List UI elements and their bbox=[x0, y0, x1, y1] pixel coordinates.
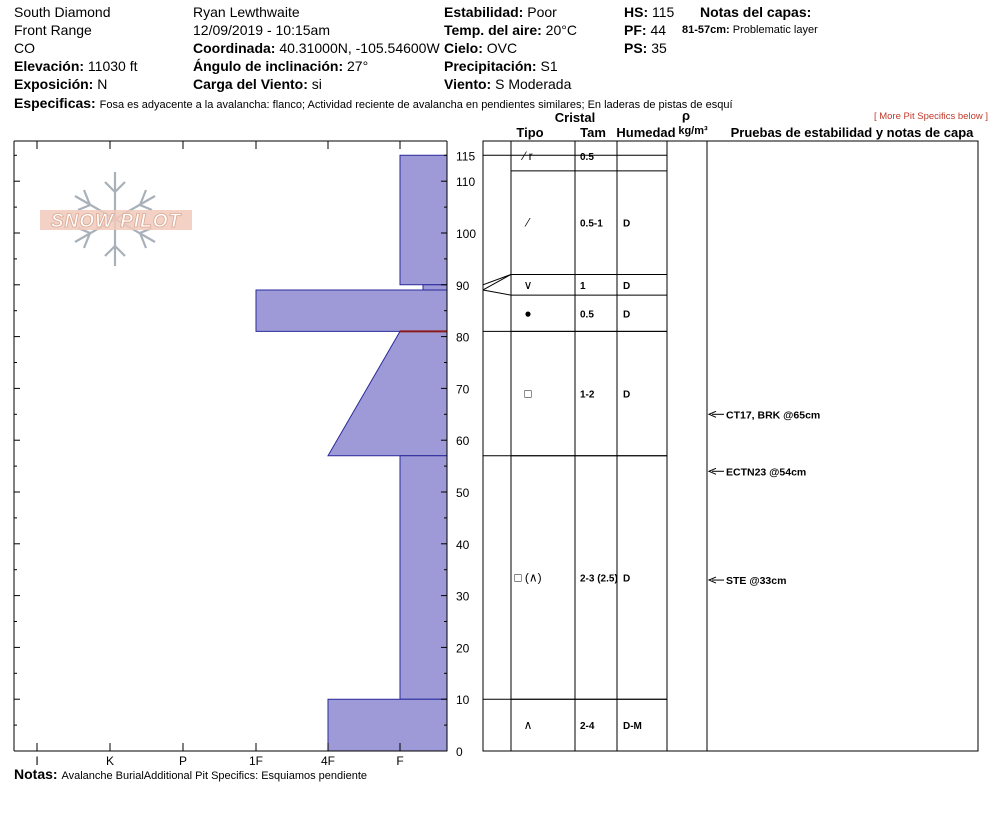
grain-size: 2-4 bbox=[580, 721, 595, 733]
notes-text: Avalanche BurialAdditional Pit Specifics: Esquiamos pendiente bbox=[61, 770, 367, 782]
depth-tick-label: 80 bbox=[456, 330, 470, 345]
slope-value: 27° bbox=[347, 58, 369, 74]
wind-label: Viento: bbox=[444, 76, 492, 92]
state: CO bbox=[14, 40, 35, 56]
mountain-range: Front Range bbox=[14, 22, 92, 38]
hardness-tick-label: 1F bbox=[248, 754, 264, 768]
coord-value: 40.31000N, -105.54600W bbox=[279, 40, 440, 56]
sky-label: Cielo: bbox=[444, 40, 483, 56]
elevation-value: 11030 ft bbox=[87, 58, 138, 74]
hardness-tick-label: K bbox=[105, 754, 115, 768]
layer-notes-title: Notas del capas: bbox=[700, 4, 812, 20]
depth-tick-label: 100 bbox=[456, 227, 477, 241]
connector-line bbox=[483, 274, 511, 290]
pf-label: PF: bbox=[624, 22, 647, 38]
depth-tick-label: 110 bbox=[456, 175, 476, 190]
layer-note-text: Problematic layer bbox=[732, 24, 818, 36]
grain-type: ⁄ r bbox=[523, 148, 533, 163]
slope-label: Ángulo de inclinación: bbox=[193, 58, 344, 74]
test-label: ECTN23 @54cm bbox=[726, 466, 807, 479]
grain-size: 0.5-1 bbox=[580, 218, 603, 230]
hs-label: HS: bbox=[624, 4, 649, 20]
depth-tick-label: 0 bbox=[456, 745, 463, 759]
wind-load-value: si bbox=[311, 76, 322, 92]
observer: Ryan Lewthwaite bbox=[193, 4, 300, 20]
pf-value: 44 bbox=[650, 22, 667, 38]
elevation-label: Elevación: bbox=[14, 58, 85, 74]
hardness-layer bbox=[400, 456, 447, 699]
sky-value: OVC bbox=[486, 40, 518, 56]
hardness-tick-label: P bbox=[178, 754, 188, 768]
depth-tick-label: 40 bbox=[456, 537, 470, 552]
hardness-profile bbox=[256, 155, 447, 751]
layer-note-range: 81-57cm: bbox=[682, 24, 730, 36]
grain-size: 0.5 bbox=[580, 309, 594, 321]
hardness-tick-label: I bbox=[35, 754, 39, 768]
moisture: D-M bbox=[623, 721, 642, 733]
header-humedad: Humedad bbox=[616, 125, 676, 140]
more-specifics-link[interactable]: [ More Pit Specifics below ] bbox=[873, 111, 988, 122]
precip-value: S1 bbox=[540, 58, 558, 74]
test-label: CT17, BRK @65cm bbox=[726, 409, 821, 422]
connector-line bbox=[483, 274, 511, 284]
header-density-unit: kg/m³ bbox=[678, 125, 708, 137]
depth-tick-label: 10 bbox=[456, 693, 470, 708]
test-label: STE @33cm bbox=[726, 575, 787, 588]
location: South Diamond bbox=[14, 4, 111, 20]
depth-tick-label: 115 bbox=[456, 149, 476, 164]
header-cristal: Cristal bbox=[554, 110, 596, 125]
stability-tests bbox=[709, 409, 820, 587]
grain-type: ⁄ bbox=[526, 215, 530, 230]
wind-load-label: Carga del Viento: bbox=[193, 76, 308, 92]
wind-value: S Moderada bbox=[495, 76, 572, 92]
grain-type: ∧ bbox=[523, 718, 533, 733]
depth-tick-label: 50 bbox=[456, 486, 470, 500]
datetime: 12/09/2019 - 10:15am bbox=[193, 22, 330, 38]
logo-text: SNOW PILOT bbox=[50, 211, 182, 232]
moisture: D bbox=[623, 280, 631, 292]
ps-value: 35 bbox=[651, 40, 667, 56]
hardness-layer bbox=[328, 331, 447, 455]
grain-size: 1-2 bbox=[580, 389, 595, 401]
moisture: D bbox=[623, 218, 631, 230]
grain-type: ● bbox=[524, 306, 532, 321]
layer-table bbox=[483, 141, 978, 751]
air-temp-label: Temp. del aire: bbox=[444, 22, 542, 38]
specifics-text: Fosa es adyacente a la avalancha: flanco; Actividad reciente de avalancha en pendientes similares; En laderas de pistas de esquí bbox=[99, 99, 733, 111]
stability-label: Estabilidad: bbox=[444, 4, 524, 20]
header-tam: Tam bbox=[580, 125, 606, 140]
table-border bbox=[483, 141, 978, 751]
grain-size: 1 bbox=[580, 280, 586, 292]
depth-tick-label: 60 bbox=[456, 434, 470, 449]
aspect-value: N bbox=[97, 76, 108, 92]
hardness-layer bbox=[328, 699, 447, 751]
specifics-label: Especificas: bbox=[14, 95, 96, 111]
coord-label: Coordinada: bbox=[193, 40, 276, 56]
precip-label: Precipitación: bbox=[444, 58, 537, 74]
moisture: D bbox=[623, 389, 631, 401]
header-tipo: Tipo bbox=[516, 125, 544, 140]
hardness-layer bbox=[400, 155, 447, 284]
header-rho: ρ bbox=[681, 108, 691, 123]
snowpilot-logo bbox=[40, 172, 192, 266]
hardness-tick-label: 4F bbox=[320, 754, 336, 768]
grain-size: 2-3 (2.5) bbox=[580, 573, 618, 585]
stability-value: Poor bbox=[527, 4, 557, 20]
hs-value: 115 bbox=[652, 4, 675, 20]
grain-type: ∨ bbox=[523, 277, 533, 292]
air-temp-value: 20°C bbox=[545, 22, 577, 38]
ps-label: PS: bbox=[624, 40, 648, 56]
header-tests: Pruebas de estabilidad y notas de capa bbox=[730, 125, 974, 140]
hardness-layer bbox=[423, 285, 447, 290]
hardness-tick-label: F bbox=[396, 754, 404, 768]
hardness-layer bbox=[256, 290, 447, 331]
aspect-label: Exposición: bbox=[14, 76, 94, 92]
moisture: D bbox=[623, 573, 631, 585]
depth-tick-label: 20 bbox=[456, 641, 470, 656]
connector-line bbox=[483, 290, 511, 295]
grain-size: 0.5 bbox=[580, 151, 594, 163]
notes-label: Notas: bbox=[14, 766, 58, 782]
grain-type: □ (∧) bbox=[514, 570, 542, 585]
depth-tick-label: 90 bbox=[456, 278, 470, 293]
depth-tick-label: 30 bbox=[456, 589, 470, 604]
moisture: D bbox=[623, 309, 631, 321]
notes bbox=[14, 766, 367, 782]
grain-type: □ bbox=[524, 386, 532, 401]
depth-tick-label: 70 bbox=[456, 382, 470, 397]
